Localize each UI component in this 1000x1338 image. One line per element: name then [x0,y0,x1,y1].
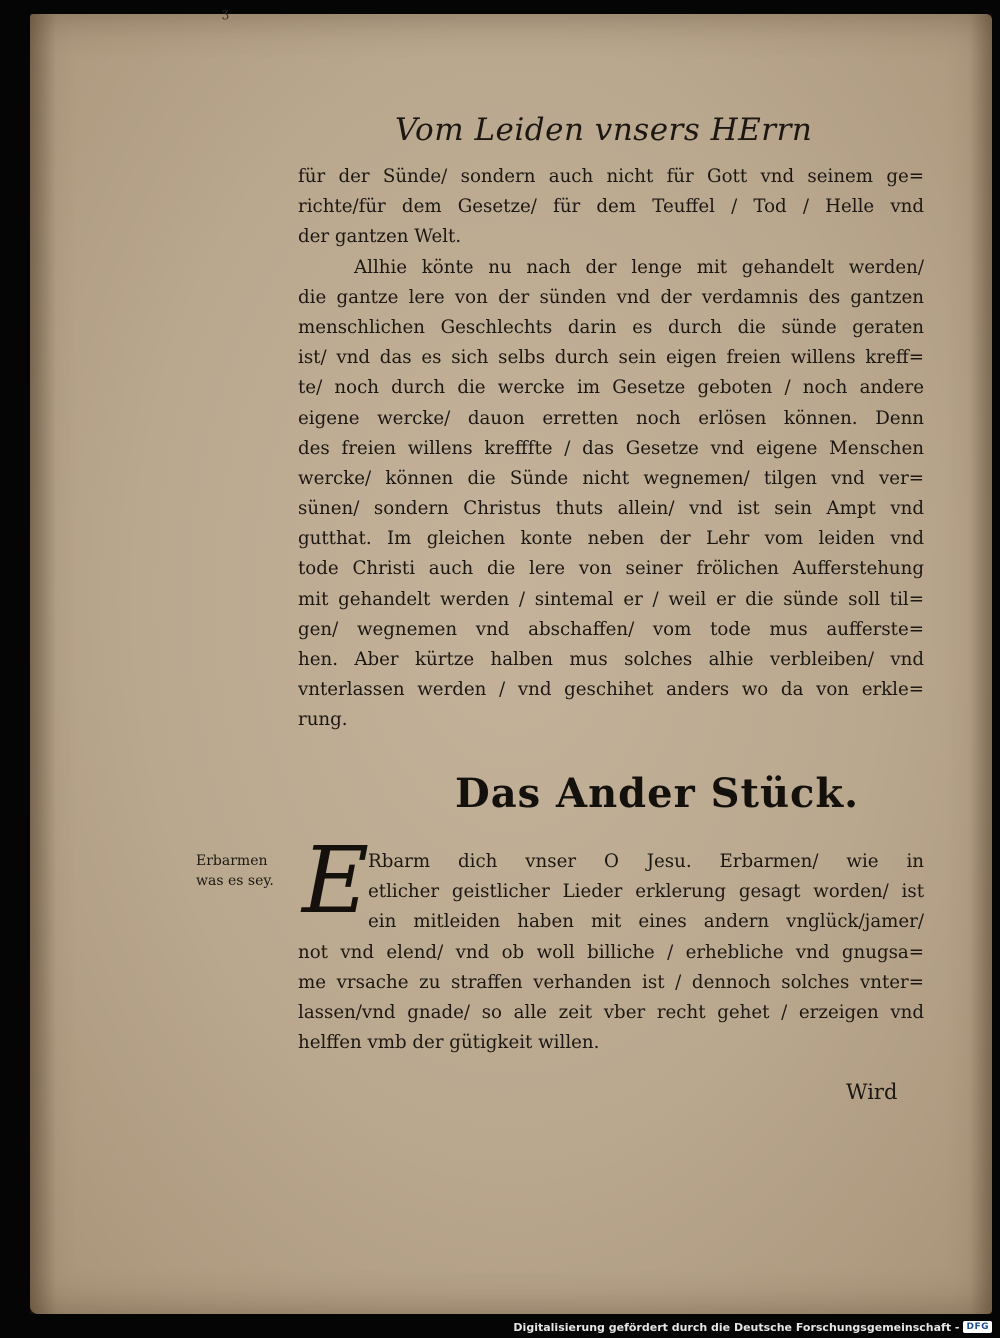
section-heading: Das Ander Stück. [455,770,860,817]
text-line: lassen/vnd gnade/ so alle zeit vber recht gehet / erzeigen vnd [298,1001,924,1023]
text-line: Allhie könte nu nach der lenge mit gehandelt werden/ [354,256,924,278]
text-line: wercke/ können die Sünde nicht wegnemen/ tilgen vnd ver= [298,467,924,489]
text-line: gen/ wegnemen vnd abschaffen/ vom tode mus aufferste= [298,618,924,640]
text-block-upper [298,162,924,736]
text-line: mit gehandelt werden / sintemal er / weil er die sünde soll til= [298,588,924,610]
text-line: richte/für dem Gesetze/ für dem Teuffel / Tod / Helle vnd [298,196,924,218]
text-line: me vrsache zu straffen verhanden ist / dennoch solches vnter= [298,971,924,993]
text-line: tode Christi auch die lere von seiner frölichen Aufferstehung [298,558,924,580]
text-line: für der Sünde/ sondern auch nicht für Gott vnd seinem ge= [298,166,924,187]
decorated-initial: E [302,827,370,934]
text-line: ist/ vnd das es sich selbs durch sein eigen freien willens kreff= [298,347,924,369]
text-line: hen. Aber kürtze halben mus solches alhie verbleiben/ vnd [298,649,924,670]
text-line: eigene wercke/ dauon erretten noch erlösen können. Denn [298,407,924,429]
marginal-note-line: was es sey. [196,873,274,889]
text-line: sünen/ sondern Christus thuts allein/ vnd ist sein Ampt vnd [298,498,924,520]
text-line: etlicher geistlicher Lieder erklerung gesagt worden/ ist [368,881,924,903]
text-line: rung. [298,709,348,731]
text-line: vnterlassen werden / vnd geschihet anders wo da von erkle= [298,679,924,701]
text-line: not vnd elend/ vnd ob woll billiche / erhebliche vnd gnugsa= [298,941,924,963]
text-line: die gantze lere von der sünden vnd der verdamnis des gantzen [298,286,924,308]
catchword: Wird [846,1080,898,1104]
text-line: der gantzen Welt. [298,226,462,248]
text-line: ein mitleiden haben mit eines andern vnglück/jamer/ [368,911,924,933]
running-head: Vom Leiden vnsers HErrn [395,112,813,148]
text-line: te/ noch durch die wercke im Gesetze geboten / noch andere [298,377,924,399]
dfg-logo-icon: DFG [963,1321,992,1333]
marginal-note [196,851,274,891]
text-line: gutthat. Im gleichen konte neben der Lehr vom leiden vnd [298,528,924,550]
digitization-credit [513,1318,992,1336]
text-line: menschlichen Geschlechts darin es durch die sünde geraten [298,316,924,338]
text-block-lower [298,847,924,1058]
page-top-mark: ʒ [222,6,229,20]
credit-text: Digitalisierung gefördert durch die Deutsche Forschungsgemeinschaft - [513,1320,960,1334]
text-line: des freien willens krefffte / das Gesetze vnd eigene Menschen [298,437,924,459]
text-line: Rbarm dich vnser O Jesu. Erbarmen/ wie in [368,851,924,872]
text-line: helffen vmb der gütigkeit willen. [298,1032,600,1054]
marginal-note-line: Erbarmen [196,853,268,869]
